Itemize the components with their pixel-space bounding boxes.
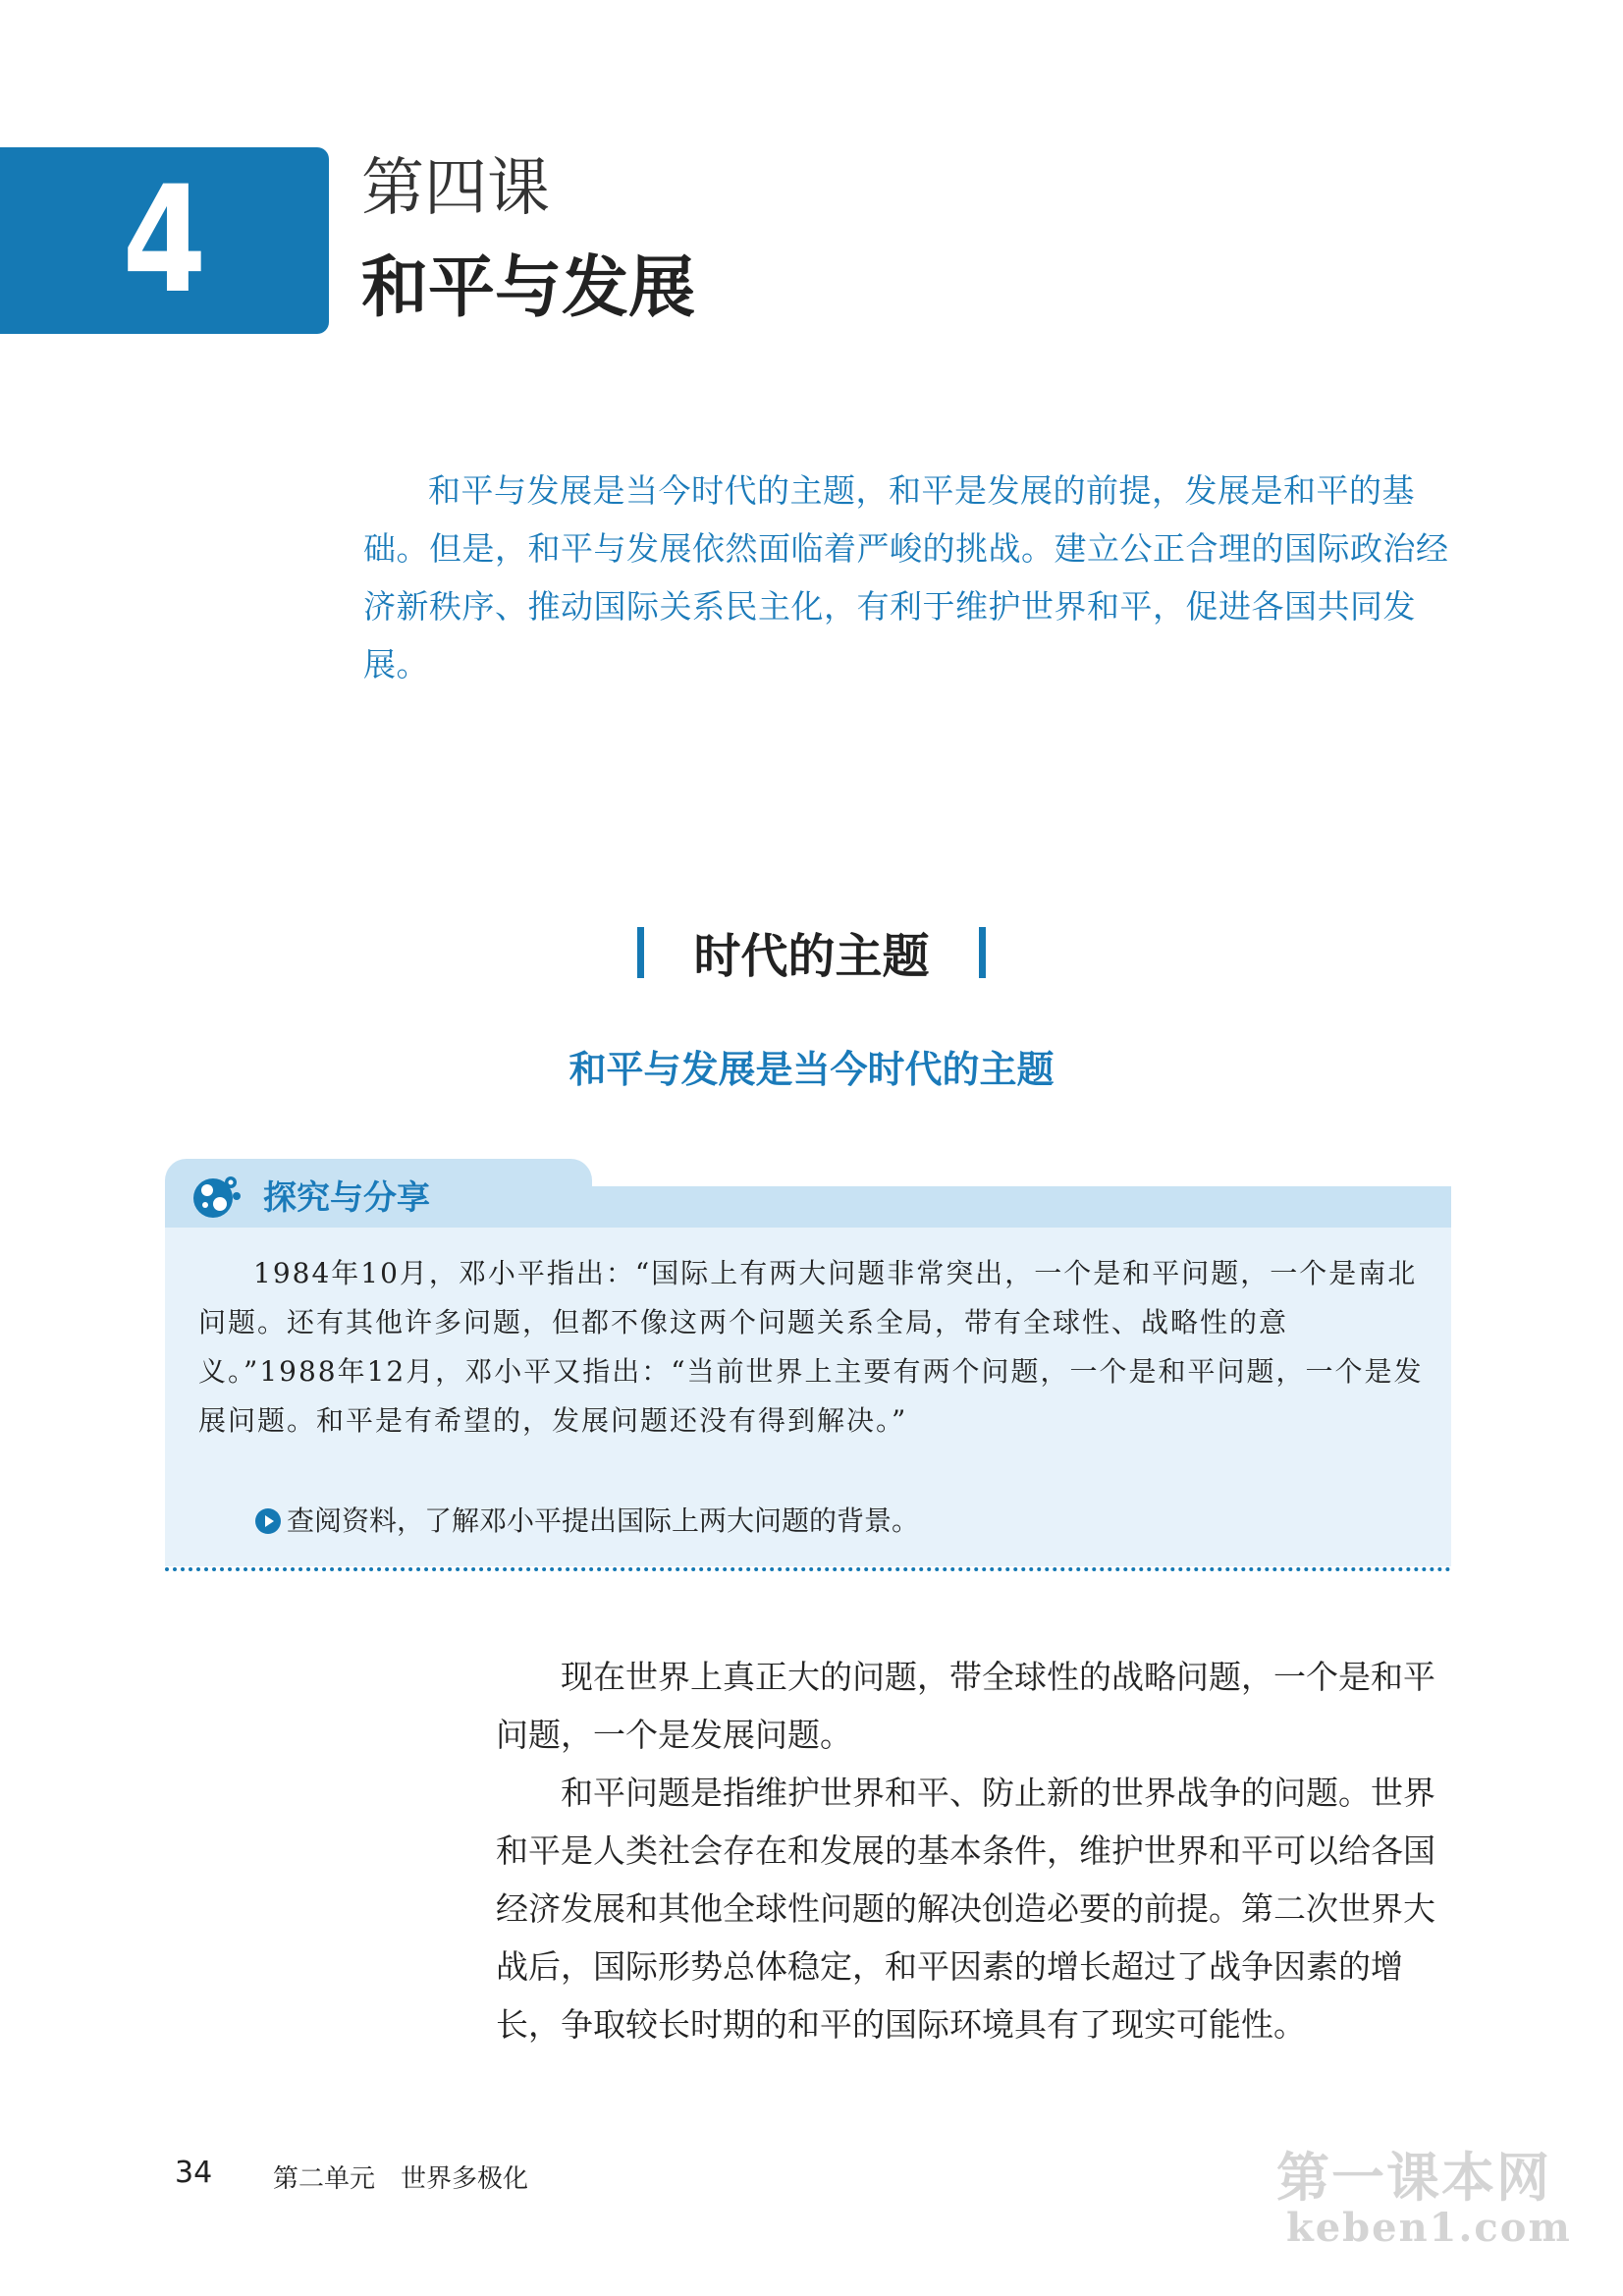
watermark-cn: 第一课本网 xyxy=(1276,2147,1551,2209)
section-heading-text: 时代的主题 xyxy=(693,929,930,984)
lesson-intro: 和平与发展是当今时代的主题，和平是发展的前提，发展是和平的基础。但是，和平与发展依然面临着严峻的挑战。建立公正合理的国际政治经济新秩序、推动国际关系民主化，有利于维护世界和平，促进各国共同发展。 xyxy=(363,471,1449,683)
body-paragraph-2: 和平问题是指维护世界和平、防止新的世界战争的问题。世界和平是人类社会存在和发展的基本条件，维护世界和平可以给各国经济发展和其他全球性问题的解决创造必要的前提。第二次世界大战后，国际形势总体稳定，和平因素的增长超过了战争因素的增长，争取较长时期的和平的国际环境具有了现实可能性。 xyxy=(496,1774,1435,2044)
body-paragraph-1: 现在世界上真正大的问题，带全球性的战略问题，一个是和平问题，一个是发展问题。 xyxy=(496,1658,1435,1754)
footer-unit-title: 第二单元 世界多极化 xyxy=(273,2164,529,2194)
explore-quote: 1984年10月，邓小平指出：“国际上有两大问题非常突出，一个是和平问题，一个是南北问题。还有其他许多问题，但都不像这两个问题关系全局，带有全球性、战略性的意义。”1988年12月，邓小平又指出：“当前世界上主要有两个问题，一个是和平问题，一个是发展问题。和平是有希望的，发展问题还没有得到解决。” xyxy=(198,1257,1424,1437)
explore-task xyxy=(255,1500,919,1543)
play-arrow-icon xyxy=(255,1508,281,1534)
lesson-number: 4 xyxy=(122,155,207,326)
lesson-title: 和平与发展 xyxy=(361,249,696,327)
heading-bar-left xyxy=(637,927,644,978)
explore-bubbles-icon xyxy=(191,1171,243,1222)
body-text xyxy=(496,1648,1451,2053)
watermark-en: keben1.com xyxy=(1286,2205,1572,2251)
heading-bar-right xyxy=(979,927,986,978)
dotted-divider xyxy=(165,1567,1451,1571)
page-number: 34 xyxy=(175,2156,213,2190)
lesson-label: 第四课 xyxy=(361,152,550,225)
section-heading xyxy=(0,918,1623,986)
section-subheading: 和平与发展是当今时代的主题 xyxy=(568,1047,1055,1091)
explore-title: 探究与分享 xyxy=(263,1178,430,1218)
explore-task-text: 查阅资料，了解邓小平提出国际上两大问题的背景。 xyxy=(287,1504,920,1537)
